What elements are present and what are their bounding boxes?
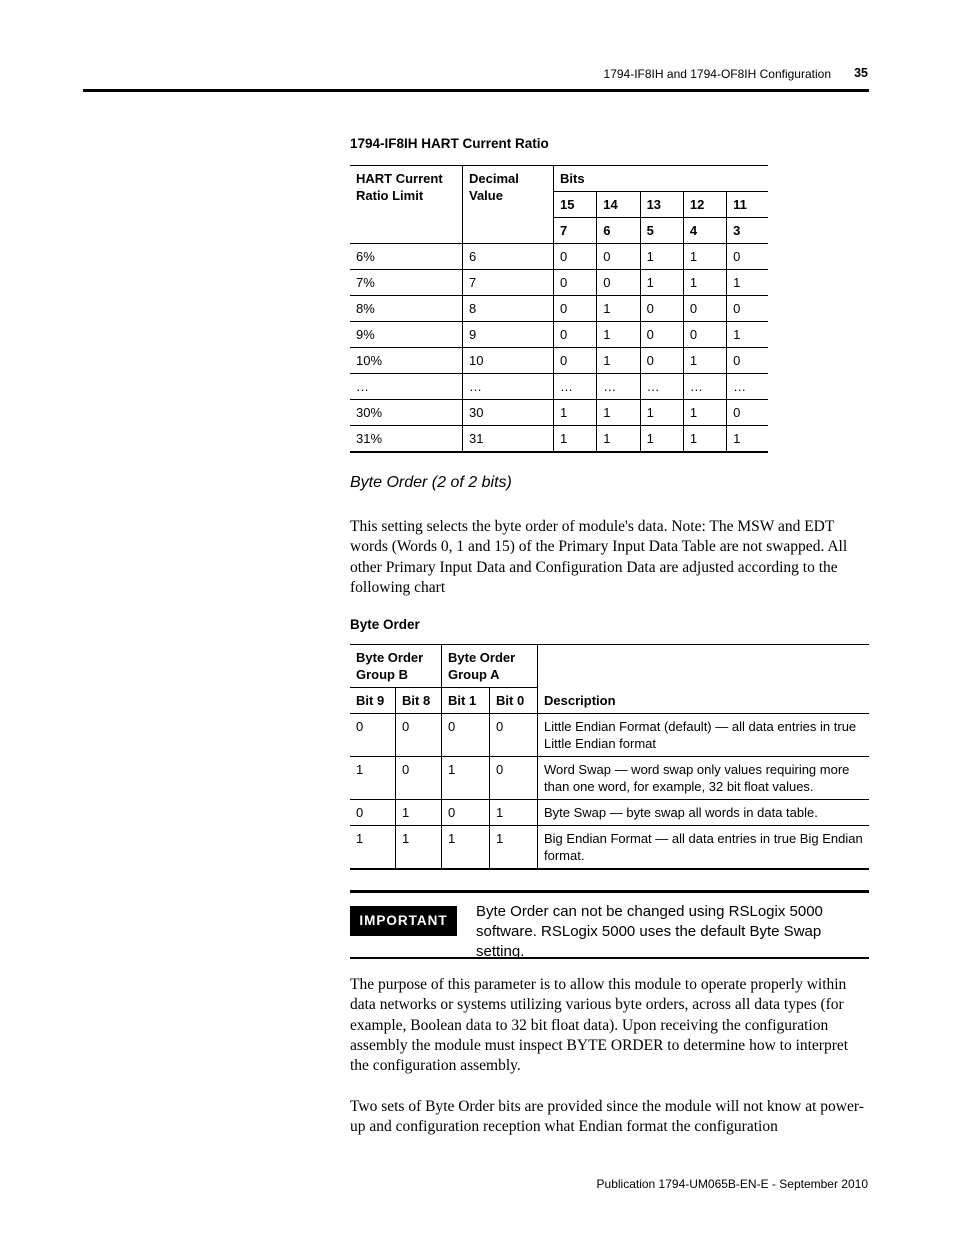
table-cell: 0 bbox=[640, 322, 683, 348]
table-row bbox=[350, 374, 768, 400]
bit-cell: 1 bbox=[490, 826, 538, 870]
bit-cell: 0 bbox=[490, 714, 538, 757]
bit-cell: 0 bbox=[442, 800, 490, 826]
col-header-ratio-limit: HART Current Ratio Limit bbox=[350, 166, 463, 244]
table-cell: 0 bbox=[554, 348, 597, 374]
table-cell: 0 bbox=[597, 244, 640, 270]
table-cell: 1 bbox=[640, 400, 683, 426]
table-cell: 0 bbox=[554, 270, 597, 296]
bit-cell: 1 bbox=[396, 800, 442, 826]
table-cell: 1 bbox=[597, 296, 640, 322]
table-cell: 1 bbox=[727, 426, 768, 453]
table-cell: … bbox=[554, 374, 597, 400]
table-cell: 1 bbox=[727, 322, 768, 348]
table-cell: 0 bbox=[554, 296, 597, 322]
body-paragraph: The purpose of this parameter is to allow this module to operate properly within data networks or systems utilizing various byte orders, across all data types (for example, Boolean data to 32 bit float data). Upon receiving the configuration assembly the module must inspect BYTE ORDER to determine how to interpret the configuration assembly. bbox=[350, 976, 849, 1075]
bit-cell: 1 bbox=[442, 826, 490, 870]
table-cell: 1 bbox=[597, 322, 640, 348]
table-row bbox=[350, 270, 768, 296]
table-cell: 10% bbox=[350, 348, 463, 374]
table-cell: 0 bbox=[727, 400, 768, 426]
table-cell: 7% bbox=[350, 270, 463, 296]
table-row bbox=[350, 426, 768, 453]
col-header-decimal-value: Decimal Value bbox=[463, 166, 554, 244]
table-cell: 31 bbox=[463, 426, 554, 453]
table-row bbox=[350, 400, 768, 426]
hart-table-caption: 1794-IF8IH HART Current Ratio bbox=[350, 136, 549, 151]
table-row bbox=[350, 244, 768, 270]
table-cell: 1 bbox=[683, 270, 726, 296]
table-cell: 1 bbox=[683, 400, 726, 426]
bit-header: 7 bbox=[554, 218, 597, 244]
body-paragraph: Two sets of Byte Order bits are provided since the module will not know at power-up and configuration reception what Endian format the configuration bbox=[350, 1098, 864, 1136]
bit-header: 15 bbox=[554, 192, 597, 218]
bit-cell: 1 bbox=[490, 800, 538, 826]
bit-header: 14 bbox=[597, 192, 640, 218]
table-cell: 1 bbox=[683, 348, 726, 374]
table-cell: 0 bbox=[683, 322, 726, 348]
table-cell: 0 bbox=[683, 296, 726, 322]
bit-cell: 0 bbox=[396, 714, 442, 757]
bit-header: 11 bbox=[727, 192, 768, 218]
table-cell: 10 bbox=[463, 348, 554, 374]
bit-cell: 1 bbox=[442, 757, 490, 800]
table-cell: 1 bbox=[727, 270, 768, 296]
table-cell: 1 bbox=[597, 426, 640, 453]
table-row bbox=[350, 826, 869, 870]
col-header-bit0: Bit 0 bbox=[490, 688, 538, 714]
section-subheading: Byte Order (2 of 2 bits) bbox=[350, 474, 512, 491]
byte-table-caption: Byte Order bbox=[350, 617, 420, 632]
table-cell: 1 bbox=[683, 426, 726, 453]
bit-cell: 1 bbox=[396, 826, 442, 870]
bit-cell: 1 bbox=[350, 826, 396, 870]
byte-order-table bbox=[350, 644, 869, 870]
table-cell: … bbox=[683, 374, 726, 400]
table-cell: 8% bbox=[350, 296, 463, 322]
table-row bbox=[350, 348, 768, 374]
bit-header: 13 bbox=[640, 192, 683, 218]
description-cell: Byte Swap — byte swap all words in data table. bbox=[538, 800, 870, 826]
bit-cell: 0 bbox=[350, 714, 396, 757]
table-cell: 1 bbox=[597, 348, 640, 374]
table-cell: 1 bbox=[554, 426, 597, 453]
table-cell: 0 bbox=[640, 348, 683, 374]
table-cell: 9% bbox=[350, 322, 463, 348]
table-cell: 8 bbox=[463, 296, 554, 322]
table-cell: 1 bbox=[640, 270, 683, 296]
bit-cell: 0 bbox=[442, 714, 490, 757]
page-number: 35 bbox=[854, 66, 868, 80]
bit-cell: 0 bbox=[490, 757, 538, 800]
bit-cell: 1 bbox=[350, 757, 396, 800]
table-cell: 0 bbox=[727, 244, 768, 270]
body-paragraph: This setting selects the byte order of module's data. Note: The MSW and EDT words (Words 0, 1 and 15) of the Primary Input Data Table are not swapped. All other Primary Input Data and Configuration Data are adjusted according to the following chart bbox=[350, 518, 848, 596]
description-cell: Little Endian Format (default) — all data entries in true Little Endian format bbox=[538, 714, 870, 757]
table-cell: … bbox=[350, 374, 463, 400]
table-cell: 0 bbox=[727, 348, 768, 374]
publication-footer: Publication 1794-UM065B-EN-E - September 2010 bbox=[596, 1177, 868, 1191]
col-header-bit1: Bit 1 bbox=[442, 688, 490, 714]
table-row bbox=[350, 714, 869, 757]
col-header-bit8: Bit 8 bbox=[396, 688, 442, 714]
table-cell: … bbox=[597, 374, 640, 400]
table-cell: 7 bbox=[463, 270, 554, 296]
col-header-group-b: Byte Order Group B bbox=[350, 645, 442, 688]
col-header-bits: Bits bbox=[554, 166, 769, 192]
bit-header: 4 bbox=[683, 218, 726, 244]
bit-header: 12 bbox=[683, 192, 726, 218]
table-cell: 0 bbox=[554, 322, 597, 348]
bit-header: 3 bbox=[727, 218, 768, 244]
important-label: IMPORTANT bbox=[350, 906, 457, 936]
bit-cell: 0 bbox=[396, 757, 442, 800]
description-cell: Word Swap — word swap only values requiring more than one word, for example, 32 bit float values. bbox=[538, 757, 870, 800]
header-rule bbox=[83, 89, 869, 92]
col-header-group-a: Byte Order Group A bbox=[442, 645, 538, 688]
table-cell: 0 bbox=[597, 270, 640, 296]
table-cell: 1 bbox=[554, 400, 597, 426]
table-cell: 1 bbox=[683, 244, 726, 270]
col-header-description: Description bbox=[538, 645, 870, 714]
table-cell: … bbox=[640, 374, 683, 400]
table-row bbox=[350, 800, 869, 826]
table-cell: 0 bbox=[727, 296, 768, 322]
table-row bbox=[350, 757, 869, 800]
table-cell: 6 bbox=[463, 244, 554, 270]
table-row bbox=[350, 296, 768, 322]
table-row bbox=[350, 322, 768, 348]
table-cell: 1 bbox=[640, 426, 683, 453]
bit-header: 6 bbox=[597, 218, 640, 244]
description-cell: Big Endian Format — all data entries in true Big Endian format. bbox=[538, 826, 870, 870]
table-cell: … bbox=[463, 374, 554, 400]
important-text: Byte Order can not be changed using RSLogix 5000 software. RSLogix 5000 uses the default Byte Swap setting. bbox=[476, 903, 823, 960]
table-cell: 0 bbox=[554, 244, 597, 270]
table-cell: 30% bbox=[350, 400, 463, 426]
bit-cell: 0 bbox=[350, 800, 396, 826]
hart-current-ratio-table bbox=[350, 165, 768, 453]
table-cell: 1 bbox=[597, 400, 640, 426]
bit-header: 5 bbox=[640, 218, 683, 244]
table-cell: 9 bbox=[463, 322, 554, 348]
table-cell: 1 bbox=[640, 244, 683, 270]
table-cell: … bbox=[727, 374, 768, 400]
running-header: 1794-IF8IH and 1794-OF8IH Configuration bbox=[603, 67, 831, 81]
table-cell: 31% bbox=[350, 426, 463, 453]
table-cell: 0 bbox=[640, 296, 683, 322]
table-cell: 30 bbox=[463, 400, 554, 426]
table-cell: 6% bbox=[350, 244, 463, 270]
col-header-bit9: Bit 9 bbox=[350, 688, 396, 714]
important-note bbox=[350, 890, 869, 959]
